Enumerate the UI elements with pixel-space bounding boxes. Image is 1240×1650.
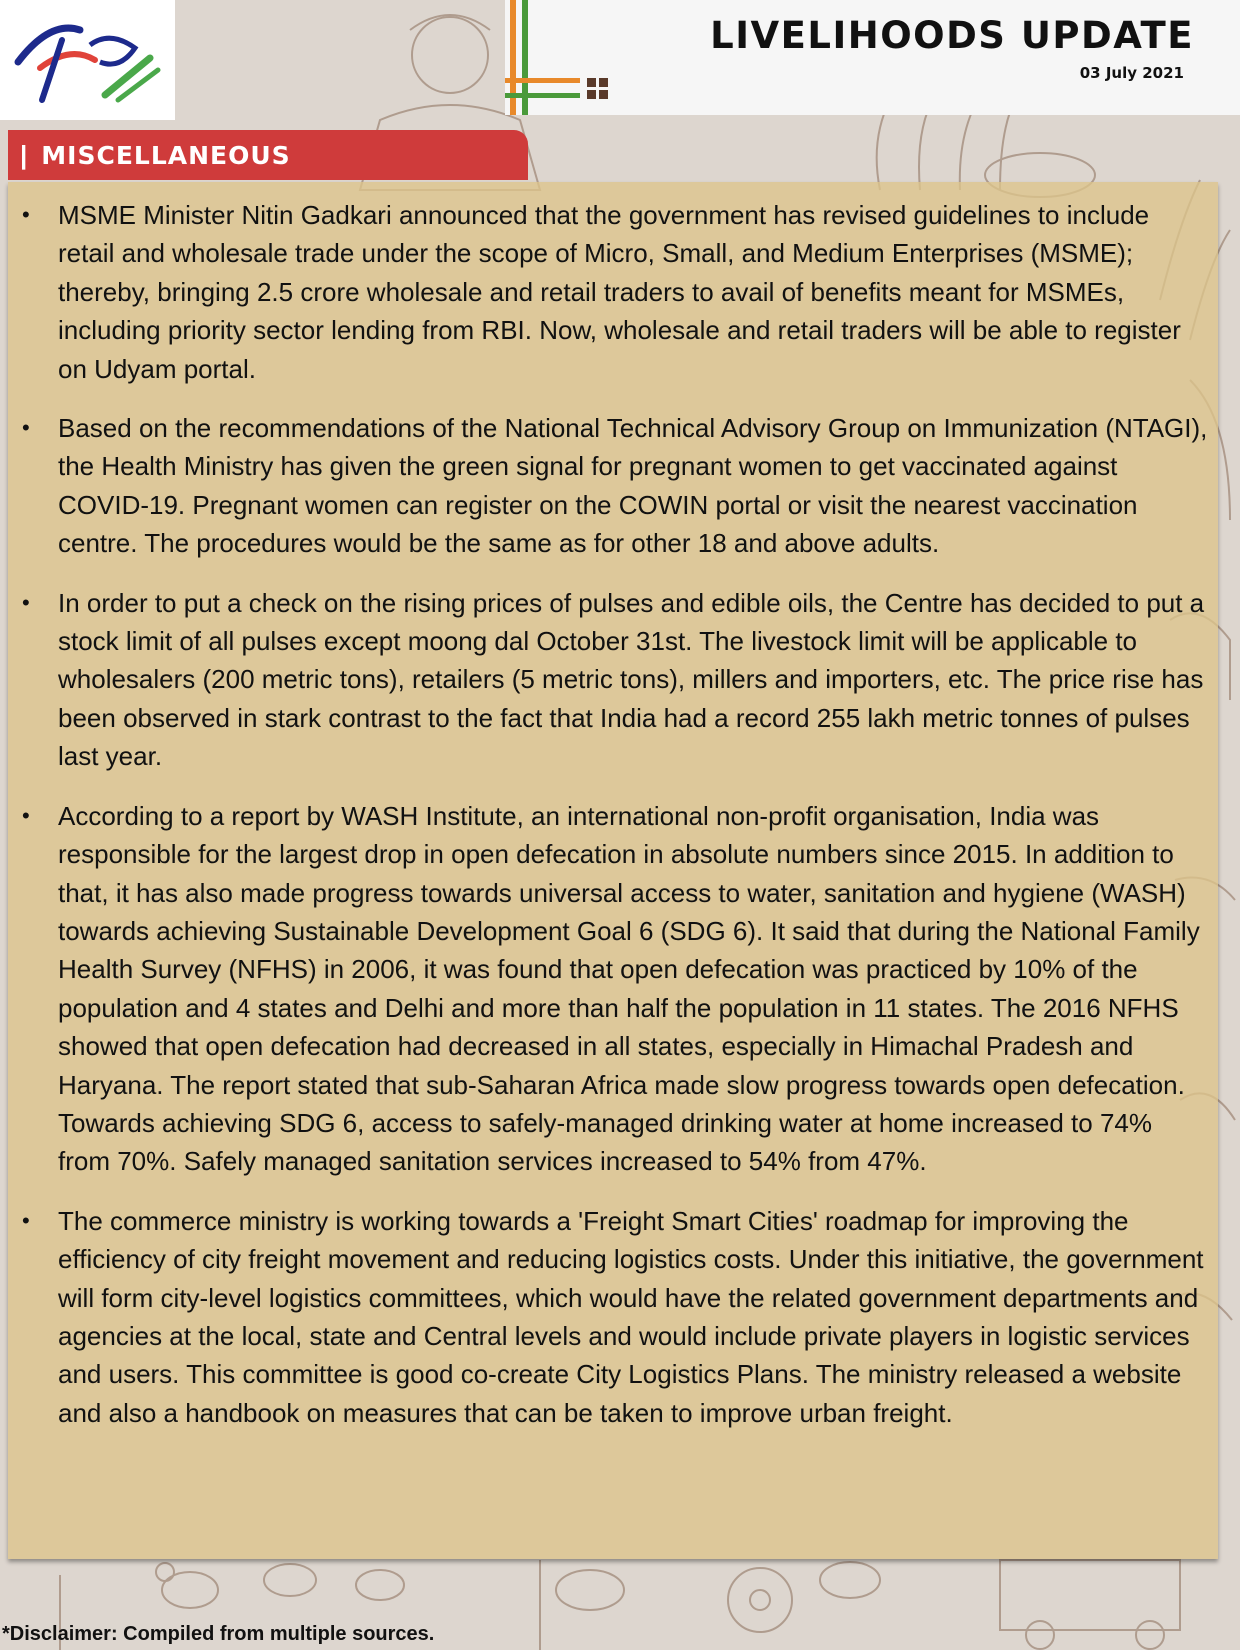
bullet-icon: • xyxy=(22,589,30,615)
page-title: LIVELIHOODS UPDATE xyxy=(710,14,1194,57)
bullet-icon: • xyxy=(22,202,30,227)
section-title: MISCELLANEOUS xyxy=(41,140,291,170)
section-bar: | xyxy=(20,139,28,170)
disclaimer: *Disclaimer: Compiled from multiple sources. xyxy=(2,1623,435,1645)
news-item xyxy=(22,196,1208,388)
akshara-logo-icon xyxy=(0,0,175,120)
bullet-icon: • xyxy=(22,415,30,441)
livelihoods-grid-icon xyxy=(505,0,615,115)
bullet-icon: • xyxy=(22,1207,30,1233)
news-text: In order to put a check on the rising prices of pulses and edible oils, the Centre has decided to put a stock limit of all pulses except moong dal October 31st. The livestock limit will be applicable to wholesalers (200 metric tons), retailers (5 metric tons), millers and importers, etc. The price rise has been observed in stark contrast to the fact that India had a record 255 lakh metric tonnes of pulses last year. xyxy=(58,587,1205,772)
news-item xyxy=(22,584,1208,776)
issue-date: 03 July 2021 xyxy=(1079,64,1184,82)
content-panel xyxy=(8,182,1218,1559)
logo xyxy=(0,0,175,120)
section-header xyxy=(8,130,528,180)
news-text: According to a report by WASH Institute, an international non-profit organisation, India was responsible for the largest drop in open defecation in absolute numbers since 2015. In addition to that, it has also made progress towards universal access to water, sanitation and hygiene (WASH) towards achieving Sustainable Development Goal 6 (SDG 6). It said that during the National Family Health Survey (NFHS) in 2006, it was found that open defecation was practiced by 10% of the population and 4 states and Delhi and more than half the population in 11 states. The 2016 NFHS showed that open defecation had decreased in all states, especially in Himachal Pradesh and Haryana. The report stated that sub-Saharan Africa made slow progress towards open defecation. Towards achieving SDG 6, access to safely-managed drinking water at home increased to 74% from 70%. Safely managed sanitation services increased to 54% from 47%. xyxy=(58,800,1200,1177)
news-text: The commerce ministry is working towards a 'Freight Smart Cities' roadmap for improving the efficiency of city freight movement and reducing logistics costs. Under this initiative, the government will form city-level logistics committees, which would have the related government departments and agencies at the local, state and Central levels and would include private players in logistic services and users. This committee is good co-create City Logistics Plans. The ministry released a website and also a handbook on measures that can be taken to improve urban freight. xyxy=(58,1205,1204,1428)
bullet-icon: • xyxy=(22,802,30,828)
news-item xyxy=(22,1202,1208,1432)
news-text: Based on the recommendations of the National Technical Advisory Group on Immunization (NTAGI), the Health Ministry has given the green signal for pregnant women to get vaccinated against COVID-19. Pregnant women can register on the COWIN portal or visit the nearest vaccination centre. The procedures would be the same as for other 18 and above adults. xyxy=(58,413,1208,559)
news-item xyxy=(22,797,1208,1181)
news-list xyxy=(22,196,1208,1432)
news-text: MSME Minister Nitin Gadkari announced that the government has revised guidelines to include retail and wholesale trade under the scope of Micro, Small, and Medium Enterprises (MSME); thereby, bringing 2.5 crore wholesale and retail traders to avail of benefits meant for MSMEs, including priority sector lending from RBI. Now, wholesale and retail traders will be able to register on Udyam portal. xyxy=(58,200,1181,384)
news-item xyxy=(22,409,1208,563)
